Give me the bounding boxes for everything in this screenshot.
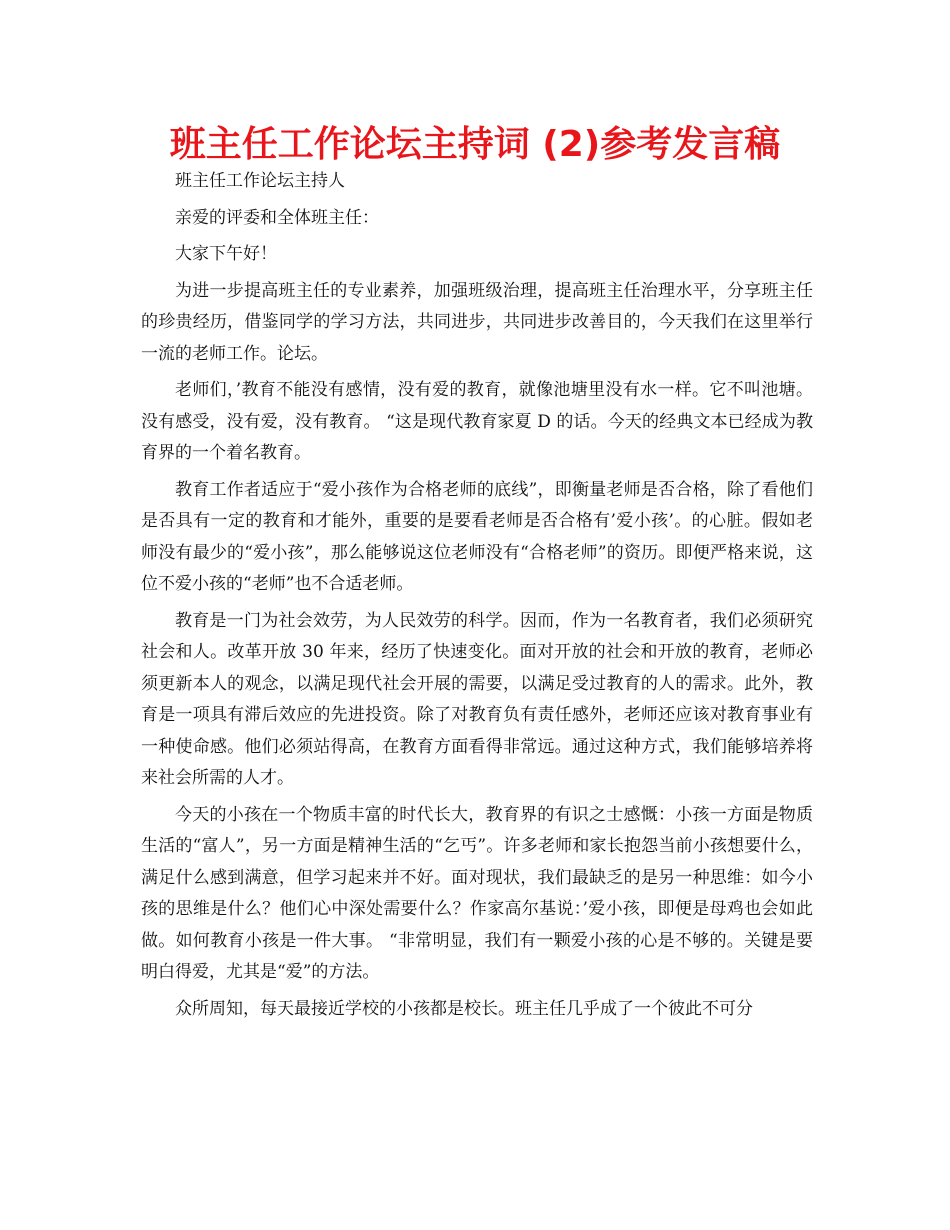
document-title: 班主任工作论坛主持词 (2)参考发言稿 bbox=[169, 124, 781, 165]
body-paragraph: 大家下午好！ bbox=[175, 244, 277, 264]
body-paragraph: 今天的小孩在一个物质丰富的时代长大，教育界的有识之士感慨：小孩一方面是物质生活的“富人”，另一方面是精神生活的“乞丐”。许多老师和家长抱怨当前小孩想要什么，满足什么感到满意，但学习起来并不好。面对现状，我们最缺乏的是另一种思维：如今小孩的思维是什么？他们心中深处需要什么？作家高尔基说：’爱小孩，即便是母鸡也会如此做。如何教育小孩是一件大事。 “非常明显，我们有一颗爱小孩的心是不够的。关键是要明白得爱，尤其是“爱”的方法。 bbox=[141, 804, 813, 982]
body-paragraph: 教育是一门为社会效劳，为人民效劳的科学。因而，作为一名教育者，我们必须研究社会和人。改革开放 30 年来，经历了快速变化。面对开放的社会和开放的教育，老师必须更新本人的观念，以满足现代社会开展的需要，以满足受过教育的人的需求。此外，教育是一项具有滞后效应的先进投资。除了对教育负有责任感外，老师还应该对教育事业有一种使命感。他们必须站得高，在教育方面看得非常远。通过这种方式，我们能够培养将来社会所需的人才。 bbox=[141, 610, 813, 788]
body-paragraph: 亲爱的评委和全体班主任： bbox=[175, 207, 379, 228]
body-paragraph: 班主任工作论坛主持人 bbox=[175, 171, 345, 191]
body-paragraph: 教育工作者适应于“爱小孩作为合格老师的底线”，即衡量老师是否合格，除了看他们是否具有一定的教育和才能外，重要的是要看老师是否合格有’爱小孩’。的心脏。假如老师没有最少的“爱小孩”，那么能够说这位老师没有“合格老师”的资历。即便严格来说，这位不爱小孩的“老师”也不合适老师。 bbox=[141, 479, 813, 594]
document-body bbox=[141, 166, 813, 1030]
body-paragraph: 老师们，’教育不能没有感情，没有爱的教育，就像池塘里没有水一样。它不叫池塘。没有感受，没有爱，没有教育。 “这是现代教育家夏 D 的话。今天的经典文本已经成为教育界的一个着名教育。 bbox=[141, 380, 813, 463]
body-paragraph: 为进一步提高班主任的专业素养，加强班级治理，提高班主任治理水平，分享班主任的珍贵经历，借鉴同学的学习方法，共同进步，共同进步改善目的，今天我们在这里举行一流的老师工作。论坛。 bbox=[141, 280, 813, 364]
body-paragraph: 众所周知，每天最接近学校的小孩都是校长。班主任几乎成了一个彼此不可分 bbox=[175, 998, 753, 1019]
